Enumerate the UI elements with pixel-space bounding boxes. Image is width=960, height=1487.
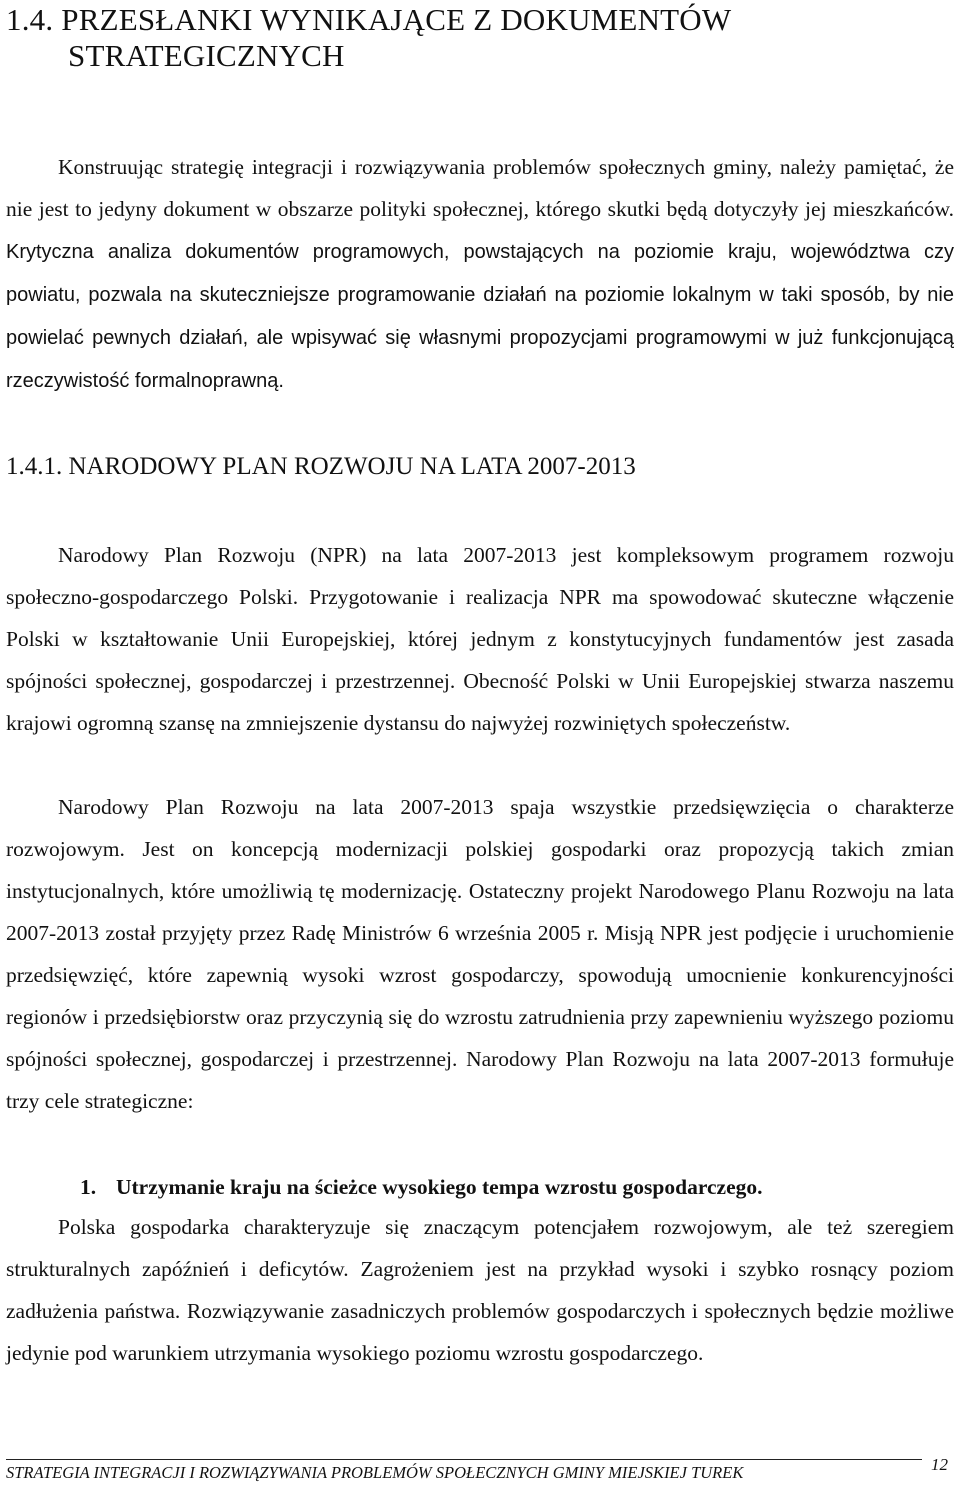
footer-document-title: STRATEGIA INTEGRACJI I ROZWIĄZYWANIA PROBLEMÓW SPOŁECZNYCH GMINY MIEJSKIEJ TUREK	[6, 1463, 744, 1482]
goal-number: 1.	[80, 1175, 97, 1199]
npr-p1-a: Narodowy Plan Rozwoju (NPR) na lata 2007-2013 jest kompleksowym programem rozwoju społeczno-gospodarczego Polski.	[6, 543, 954, 609]
footer-divider	[6, 1459, 922, 1460]
npr-p3-serif: Polska gospodarka charakteryzuje się znaczącym potencjałem rozwojowym, ale też szeregiem strukturalnych zapóźnień i deficytów.	[6, 1215, 954, 1281]
intro-text-serif: Konstruując strategię integracji i rozwiązywania problemów społecznych gminy, należy pamiętać, że nie jest to jedyny dokument w obszarze polityki społecznej, którego skutki będą dotyczyły jej mieszkańców.	[6, 155, 954, 221]
goal-text: Utrzymanie kraju na ścieżce wysokiego tempa wzrostu gospodarczego.	[116, 1175, 763, 1199]
intro-text-sans: Krytyczna analiza dokumentów programowych, powstających na poziomie kraju, województwa czy powiatu, pozwala na skuteczniejsze programowanie działań na poziomie lokalnym w taki sposób, by nie powielać pewnych działań, ale wpisywać się własnymi propozycjami programowymi w już funkcjonującą rzeczywistość formalnoprawną.	[6, 241, 954, 392]
npr-p1-c: Obecność Polski w Unii Europejskiej stwarza naszemu krajowi ogromną szansę na zmniejszenie dystansu do najwyżej rozwiniętych społeczeństw.	[6, 669, 954, 735]
npr-paragraph-3	[6, 1206, 954, 1374]
page-footer	[6, 1455, 954, 1486]
npr-p1-b: Przygotowanie i realizacja NPR ma spowodować skuteczne włączenie Polski w kształtowanie Unii Europejskiej, której jednym z konstytucyjnych fundamentów jest zasada spójności społecznej, gospodarczej i przestrzennej.	[6, 585, 954, 693]
npr-p3-b: Zagrożeniem jest na przykład wysoki i szybko rosnący poziom zadłużenia państwa. Rozwiązywanie zasadniczych problemów gospodarczych i społecznych będzie możliwe jedynie pod warunkiem utrzymania wysokiego poziomu wzrostu gospodarczego.	[6, 1257, 954, 1365]
npr-paragraph-1	[6, 534, 954, 744]
section-heading-line1: 1.4. PRZESŁANKI WYNIKAJĄCE Z DOKUMENTÓW	[6, 2, 732, 37]
page-number: 12	[931, 1455, 948, 1474]
subsection-heading: 1.4.1. NARODOWY PLAN ROZWOJU NA LATA 2007-2013	[6, 453, 636, 480]
npr-paragraph-2: Narodowy Plan Rozwoju na lata 2007-2013 spaja wszystkie przedsięwzięcia o charakterze rozwojowym. Jest on koncepcją modernizacji polskiej gospodarki oraz propozycją takich zmian instytucjonalnych, które umożliwią tę modernizację. Ostateczny projekt Narodowego Planu Rozwoju na lata 2007-2013 został przyjęty przez Radę Ministrów 6 września 2005 r. Misją NPR jest podjęcie i uruchomienie przedsięwzięć, które zapewnią wysoki wzrost gospodarczy, spowodują umocnienie konkurencyjności regionów i przedsiębiorstw oraz przyczynią się do wzrostu zatrudnienia przy zapewnieniu wyższego poziomu spójności społecznej, gospodarczej i przestrzennej. Narodowy Plan Rozwoju na lata 2007-2013 formułuje trzy cele strategiczne:	[6, 795, 954, 1113]
section-heading	[6, 2, 954, 74]
section-heading-line2: STRATEGICZNYCH	[68, 38, 345, 73]
goal-list-item-1	[80, 1172, 950, 1202]
intro-paragraph	[6, 146, 954, 402]
